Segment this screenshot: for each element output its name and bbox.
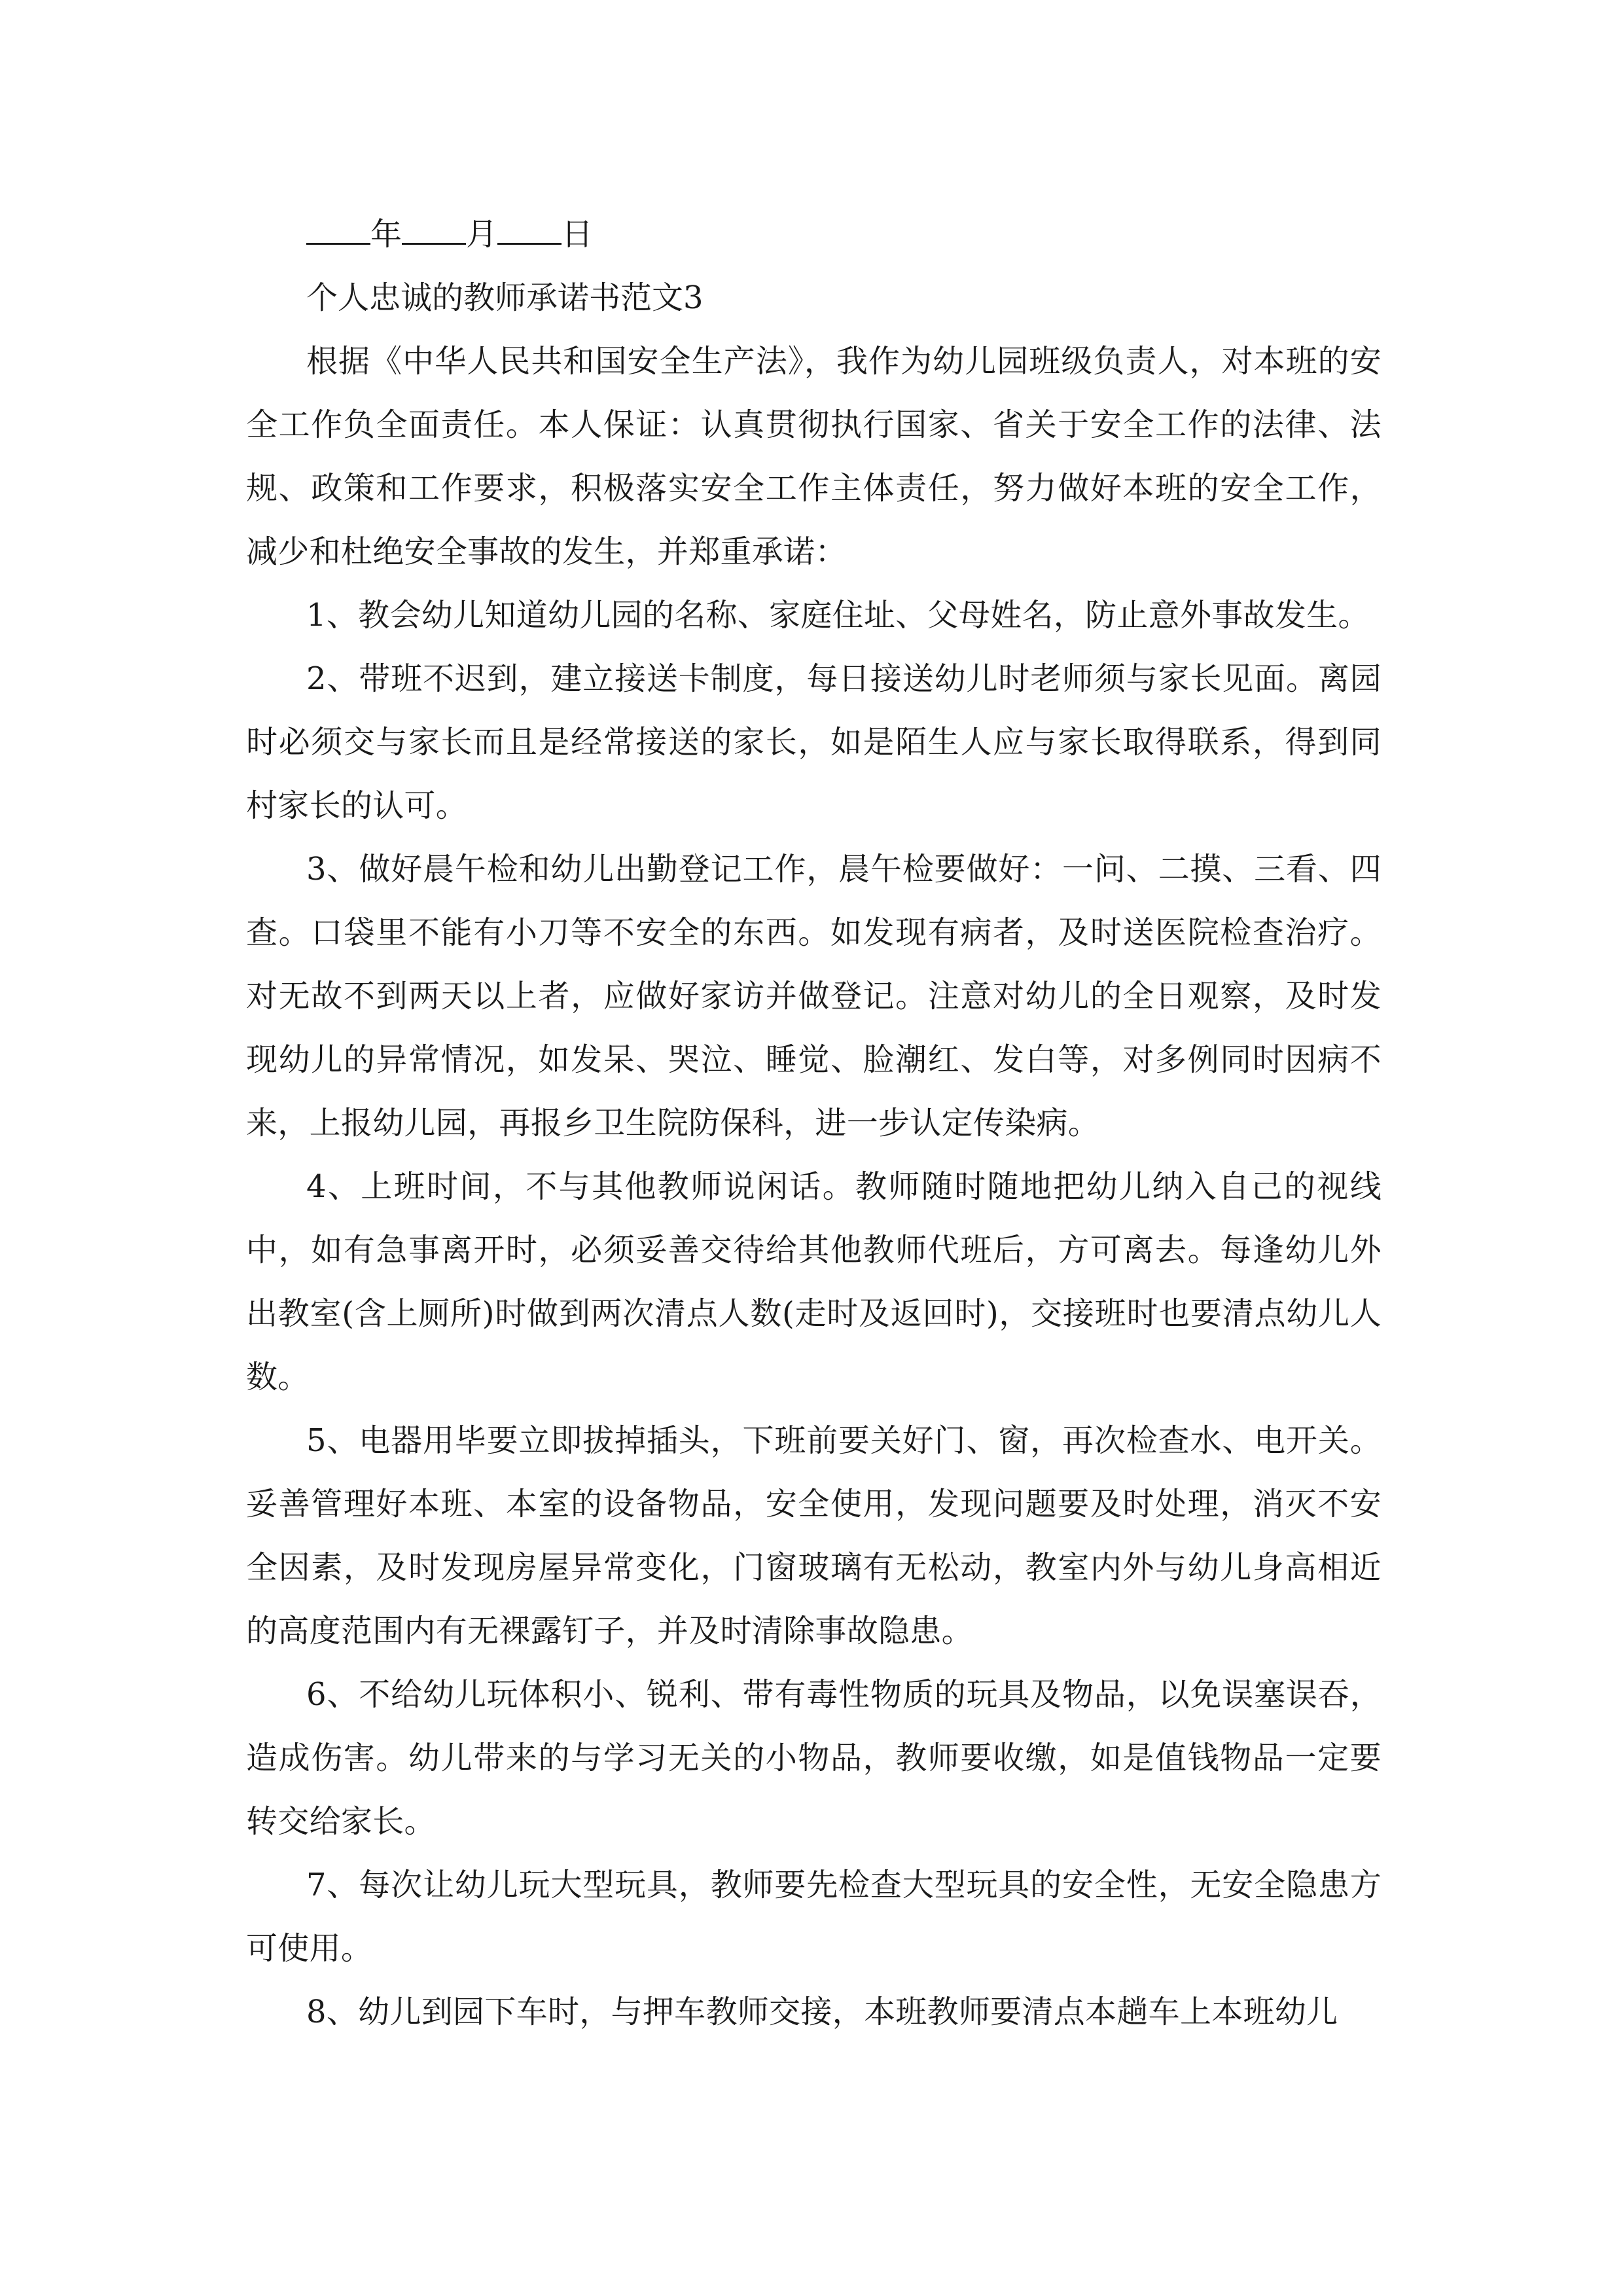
year-label: 年 bbox=[370, 216, 402, 253]
day-blank bbox=[497, 218, 562, 245]
commitment-item-4: 4、上班时间，不与其他教师说闲话。教师随时随地把幼儿纳入自己的视线中，如有急事离开时，必须妥善交待给其他教师代班后，方可离去。每逢幼儿外出教室(含上厕所)时做到两次清点人数(走时及返回时)，交接班时也要清点幼儿人数。 bbox=[246, 1168, 1382, 1395]
commitment-item-5: 5、电器用毕要立即拔掉插头，下班前要关好门、窗，再次检查水、电开关。妥善管理好本班、本室的设备物品，安全使用，发现问题要及时处理，消灭不安全因素，及时发现房屋异常变化，门窗玻璃有无松动，教室内外与幼儿身高相近的高度范围内有无裸露钉子，并及时清除事故隐患。 bbox=[246, 1422, 1382, 1649]
month-label: 月 bbox=[466, 216, 498, 253]
commitment-item-1: 1、教会幼儿知道幼儿园的名称、家庭住址、父母姓名，防止意外事故发生。 bbox=[306, 597, 1370, 634]
intro-paragraph: 根据《中华人民共和国安全生产法》，我作为幼儿园班级负责人，对本班的安全工作负全面责任。本人保证：认真贯彻执行国家、省关于安全工作的法律、法规、政策和工作要求，积极落实安全工作主体责任，努力做好本班的安全工作，减少和杜绝安全事故的发生，并郑重承诺： bbox=[246, 343, 1382, 570]
commitment-item-2: 2、带班不迟到，建立接送卡制度，每日接送幼儿时老师须与家长见面。离园时必须交与家长而且是经常接送的家长，如是陌生人应与家长取得联系，得到同村家长的认可。 bbox=[246, 660, 1382, 824]
day-label: 日 bbox=[562, 216, 594, 253]
document-title: 个人忠诚的教师承诺书范文3 bbox=[306, 279, 704, 316]
date-line bbox=[306, 203, 1382, 266]
document-body bbox=[246, 203, 1382, 2044]
year-blank bbox=[306, 218, 370, 245]
commitment-item-8: 8、幼儿到园下车时，与押车教师交接，本班教师要清点本趟车上本班幼儿 bbox=[306, 1994, 1338, 2030]
commitment-item-6: 6、不给幼儿玩体积小、锐利、带有毒性物质的玩具及物品，以免误塞误吞，造成伤害。幼儿带来的与学习无关的小物品，教师要收缴，如是值钱物品一定要转交给家长。 bbox=[246, 1676, 1382, 1840]
commitment-item-3: 3、做好晨午检和幼儿出勤登记工作，晨午检要做好：一问、二摸、三看、四查。口袋里不能有小刀等不安全的东西。如发现有病者，及时送医院检查治疗。对无故不到两天以上者，应做好家访并做登记。注意对幼儿的全日观察，及时发现幼儿的异常情况，如发呆、哭泣、睡觉、脸潮红、发白等，对多例同时因病不来，上报幼儿园，再报乡卫生院防保科，进一步认定传染病。 bbox=[246, 851, 1382, 1141]
commitment-item-7: 7、每次让幼儿玩大型玩具，教师要先检查大型玩具的安全性，无安全隐患方可使用。 bbox=[246, 1867, 1382, 1967]
month-blank bbox=[402, 218, 466, 245]
